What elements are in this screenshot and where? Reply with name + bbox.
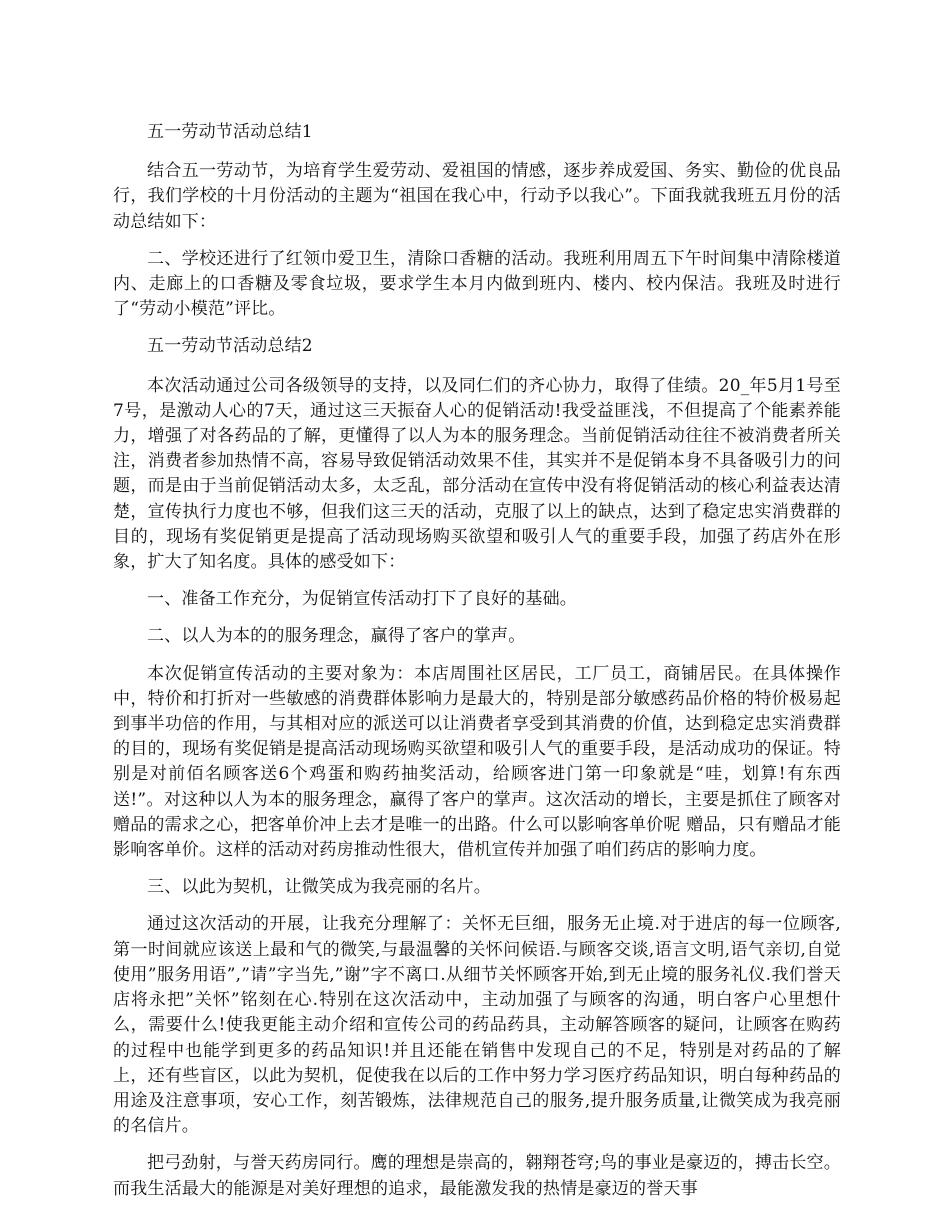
paragraph-cleanup-activity: 二、学校还进行了红领巾爱卫生，清除口香糖的活动。我班利用周五下午时间集中清除楼道内、走廊上的口香糖及零食垃圾，要求学生本月内做到班内、楼内、校内保洁。我班及时进行了“劳动小模范”评比。 — [113, 248, 841, 320]
section-title-2: 五一劳动节活动总结2 — [147, 336, 313, 357]
document-page — [113, 120, 841, 1214]
paragraph-service-reflection: 通过这次活动的开展，让我充分理解了：关怀无巨细，服务无止境.对于进店的每一位顾客,第一时间就应该送上最和气的微笑,与最温馨的关怀问候语.与顾客交谈,语言文明,语气亲切,自觉使用”服务用语”,”请”字当先,”谢”字不离口.从细节关怀顾客开始,到无止境的服务礼仪.我们誉天店将永把”关怀”铭刻在心.特别在这次活动中，主动加强了与顾客的沟通，明白客户心里想什么，需要什么!使我更能主动介绍和宣传公司的药品药具，主动解答顾客的疑问，让顾客在购药的过程中也能学到更多的药品知识!并且还能在销售中发现自己的不足，特别是对药品的了解上，还有些盲区，以此为契机，促使我在以后的工作中努力学习医疗药品知识，明白每种药品的用途及注意事项，安心工作，刻苦锻炼，法律规范自己的服务,提升服务质量,让微笑成为我亮丽的名信片。 — [113, 914, 841, 1137]
section-title-1: 五一劳动节活动总结1 — [147, 122, 313, 142]
paragraph-closing: 把弓劲射，与誉天药房同行。鹰的理想是崇高的，翱翔苍穹;鸟的事业是豪迈的，搏击长空。而我生活最大的能源是对美好理想的追求，最能激发我的热情是豪迈的誉天事 — [113, 1153, 841, 1199]
paragraph-promotion-detail: 本次促销宣传活动的主要对象为：本店周围社区居民，工厂员工，商铺居民。在具体操作中，特价和打折对一些敏感的消费群体影响力是最大的，特别是部分敏感药品价格的特价极易起到事半功倍的作用，与其相对应的派送可以让消费者享受到其消费的价值，达到稳定忠实消费群的目的，现场有奖促销是提高活动现场购买欲望和吸引人气的重要手段，是活动成功的保证。特别是对前佰名顾客送6个鸡蛋和购药抽奖活动，给顾客进门第一印象就是“哇，划算!有东西送!”。对这种以人为本的服务理念，赢得了客户的掌声。这次活动的增长，主要是抓住了顾客对赠品的需求之心，把客单价冲上去才是唯一的出路。什么可以影响客单价呢 赠品，只有赠品才能影响客单价。这样的活动对药房推动性很大，借机宣传并加强了咱们药店的影响力度。 — [113, 663, 842, 861]
paragraph-point-three: 三、以此为契机，让微笑成为我亮丽的名片。 — [147, 877, 491, 898]
paragraph-point-two: 二、以人为本的的服务理念，赢得了客户的掌声。 — [147, 626, 526, 647]
paragraph-promotion-summary: 本次活动通过公司各级领导的支持，以及同仁们的齐心协力，取得了佳绩。20_年5月1号至7号，是激动人心的7天，通过这三天振奋人心的促销活动!我受益匪浅，不但提高了个能素养能力，增强了对各药品的了解，更懂得了以人为本的服务理念。当前促销活动往往不被消费者所关注，消费者参加热情不高，容易导致促销活动效果不佳，其实并不是促销本身不具备吸引力的问题，而是由于当前促销活动太多，太乏乱，部分活动在宣传中没有将促销活动的核心利益表达清楚，宣传执行力度也不够，但我们这三天的活动，克服了以上的缺点，达到了稳定忠实消费群的目的，现场有奖促销更是提高了活动现场购买欲望和吸引人气的重要手段，加强了药店外在形象，扩大了知名度。具体的感受如下： — [113, 375, 841, 573]
paragraph-point-one: 一、准备工作充分，为促销宣传活动打下了良好的基础。 — [147, 589, 577, 610]
paragraph-intro: 结合五一劳动节，为培育学生爱劳动、爱祖国的情感，逐步养成爱国、务实、勤俭的优良品行，我们学校的十月份活动的主题为“祖国在我心中，行动予以我心”。下面我就我班五月份的活动总结如下： — [113, 161, 841, 232]
